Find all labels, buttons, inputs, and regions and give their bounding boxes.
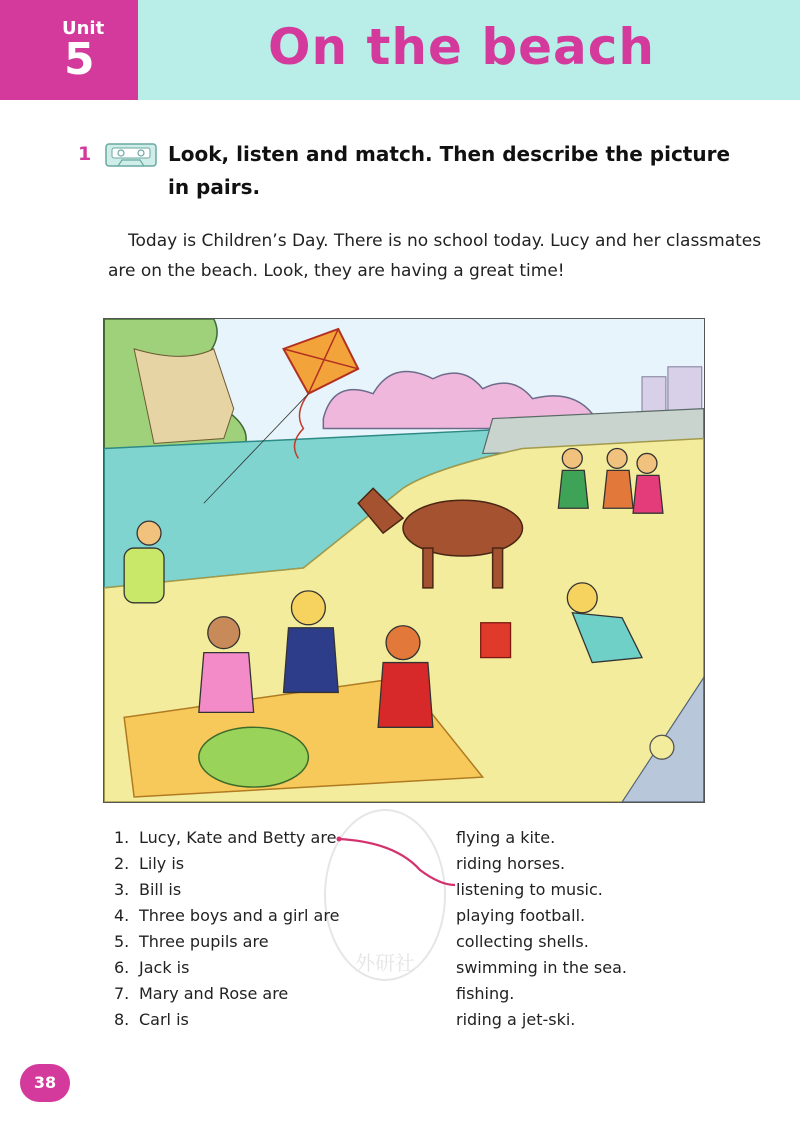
item-text: Lily is [139,854,185,873]
right-list-item: collecting shells. [456,932,589,951]
right-list-item: swimming in the sea. [456,958,627,977]
item-number: 2. [114,854,130,873]
exercise-number: 1 [78,143,92,165]
left-list-item [114,877,374,903]
item-text: Jack is [139,958,190,977]
item-text: Three pupils are [139,932,269,951]
exercise-instruction [168,138,768,204]
item-text: Lucy, Kate and Betty are [139,828,337,847]
intro-line-2: are on the beach. Look, they are having a great time! [108,261,565,281]
item-text: Bill is [139,880,182,899]
item-text: Mary and Rose are [139,984,289,1003]
unit-label: Unit [62,18,105,39]
left-list-item [114,929,374,955]
item-number: 6. [114,958,130,977]
matching-right-column [456,825,716,1033]
unit-badge [0,0,138,100]
right-list-item: riding a jet-ski. [456,1010,576,1029]
instruction-line-2: in pairs. [168,175,261,199]
item-number: 3. [114,880,130,899]
beach-illustration [103,318,705,803]
intro-line-1: Today is Children’s Day. There is no school today. Lucy and her classmates [128,231,762,251]
cassette-tape-icon [104,140,158,170]
left-list-item [114,955,374,981]
item-number: 7. [114,984,130,1003]
item-text: Carl is [139,1010,189,1029]
intro-paragraph [108,226,768,286]
right-list-item: fishing. [456,984,515,1003]
item-number: 4. [114,906,130,925]
item-number: 5. [114,932,130,951]
header-band [0,0,800,100]
right-list-item: listening to music. [456,880,603,899]
item-number: 8. [114,1010,130,1029]
right-list-item: flying a kite. [456,828,556,847]
left-list-item [114,1007,374,1033]
left-list-item [114,981,374,1007]
bag-shape [199,727,309,787]
page-title: On the beach [268,18,655,76]
bucket-shape [481,623,511,658]
crab-shape [650,735,674,759]
matching-left-column [114,825,374,1033]
left-list-item [114,851,374,877]
watermark-text: 外研社 [355,951,415,975]
right-list-item: riding horses. [456,854,566,873]
left-list-item [114,825,374,851]
left-list-item [114,903,374,929]
item-text: Three boys and a girl are [139,906,340,925]
right-list-item: playing football. [456,906,586,925]
page-number: 38 [20,1064,70,1102]
instruction-line-1: Look, listen and match. Then describe the picture [168,142,731,166]
unit-number: 5 [64,34,95,85]
item-number: 1. [114,828,130,847]
